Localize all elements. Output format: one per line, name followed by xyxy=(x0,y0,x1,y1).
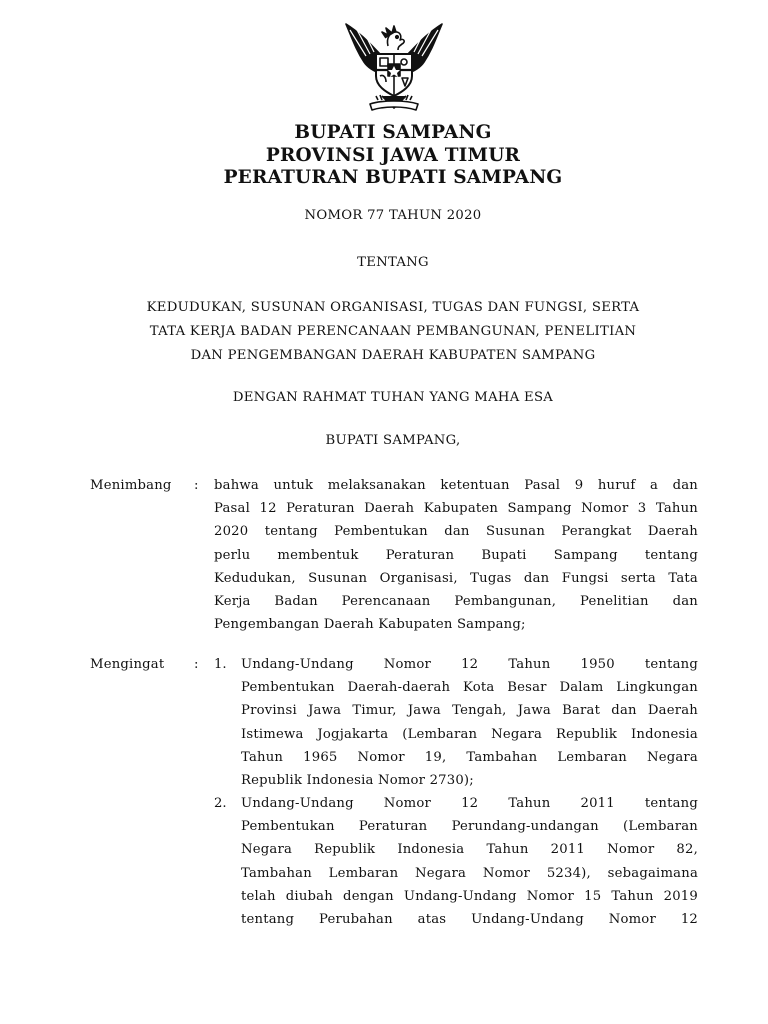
mengingat-line: Tahun 1965 Nomor 19, Tambahan Lembaran Negara xyxy=(241,749,698,765)
regulation-title: PERATURAN BUPATI SAMPANG xyxy=(223,167,563,188)
mengingat-line: Undang-Undang Nomor 12 Tahun 2011 tentang xyxy=(241,796,698,811)
menimbang-line: 2020 tentang Pembentukan dan Susunan Perangkat Daerah xyxy=(214,524,698,540)
mengingat-line: telah diubah dengan Undang-Undang Nomor 15 Tahun 2019 xyxy=(241,888,698,904)
menimbang-line: perlu membentuk Peraturan Bupati Sampang tentang xyxy=(214,547,698,563)
issuer-title: BUPATI SAMPANG xyxy=(294,122,492,143)
menimbang-line: Kedudukan, Susunan Organisasi, Tugas dan Fungsi serta Tata xyxy=(214,570,698,586)
mengingat-colon: : xyxy=(194,657,199,672)
menimbang-line: Kerja Badan Perencanaan Pembangunan, Penelitian dan xyxy=(214,593,698,609)
mengingat-line: Republik Indonesia Nomor 2730); xyxy=(241,772,474,788)
menimbang-colon: : xyxy=(194,478,199,493)
subject-line-2: TATA KERJA BADAN PERENCANAAN PEMBANGUNAN, PENELITIAN xyxy=(149,324,637,339)
subject-line-1: KEDUDUKAN, SUSUNAN ORGANISASI, TUGAS DAN FUNGSI, SERTA xyxy=(146,300,640,315)
mengingat-item-1-number: 1. xyxy=(214,657,227,672)
mengingat-line: Istimewa Jogjakarta (Lembaran Negara Republik Indonesia xyxy=(241,726,698,742)
mengingat-line: Pembentukan Peraturan Perundang-undangan (Lembaran xyxy=(241,819,698,835)
mengingat-line: Negara Republik Indonesia Tahun 2011 Nomor 82, xyxy=(241,842,698,858)
mengingat-line: Pembentukan Daerah-daerah Kota Besar Dalam Lingkungan xyxy=(241,680,698,696)
mengingat-line: Provinsi Jawa Timur, Jawa Tengah, Jawa Barat dan Daerah xyxy=(241,703,698,719)
mengingat-item-2-text xyxy=(241,792,698,931)
about-heading: TENTANG xyxy=(357,255,429,270)
mengingat-item-1-text xyxy=(241,653,698,792)
garuda-emblem-icon xyxy=(342,16,446,116)
mengingat-line: Tambahan Lembaran Negara Nomor 5234), sebagaimana xyxy=(241,865,698,881)
regulation-number: NOMOR 77 TAHUN 2020 xyxy=(304,208,482,223)
menimbang-line: Pengembangan Daerah Kabupaten Sampang; xyxy=(214,617,526,633)
official-title: BUPATI SAMPANG, xyxy=(325,433,461,448)
menimbang-text xyxy=(214,474,698,636)
province-title: PROVINSI JAWA TIMUR xyxy=(265,145,521,166)
menimbang-label: Menimbang xyxy=(90,478,172,493)
menimbang-line: Pasal 12 Peraturan Daerah Kabupaten Sampang Nomor 3 Tahun xyxy=(214,501,698,517)
menimbang-line: bahwa untuk melaksanakan ketentuan Pasal 9 huruf a dan xyxy=(214,478,698,493)
mengingat-line: Undang-Undang Nomor 12 Tahun 1950 tentang xyxy=(241,657,698,672)
mengingat-item-2-number: 2. xyxy=(214,796,227,811)
mengingat-label: Mengingat xyxy=(90,657,165,672)
divine-grace-line: DENGAN RAHMAT TUHAN YANG MAHA ESA xyxy=(232,390,554,405)
subject-line-3: DAN PENGEMBANGAN DAERAH KABUPATEN SAMPANG xyxy=(190,348,596,363)
mengingat-line: tentang Perubahan atas Undang-Undang Nomor 12 xyxy=(241,911,698,927)
